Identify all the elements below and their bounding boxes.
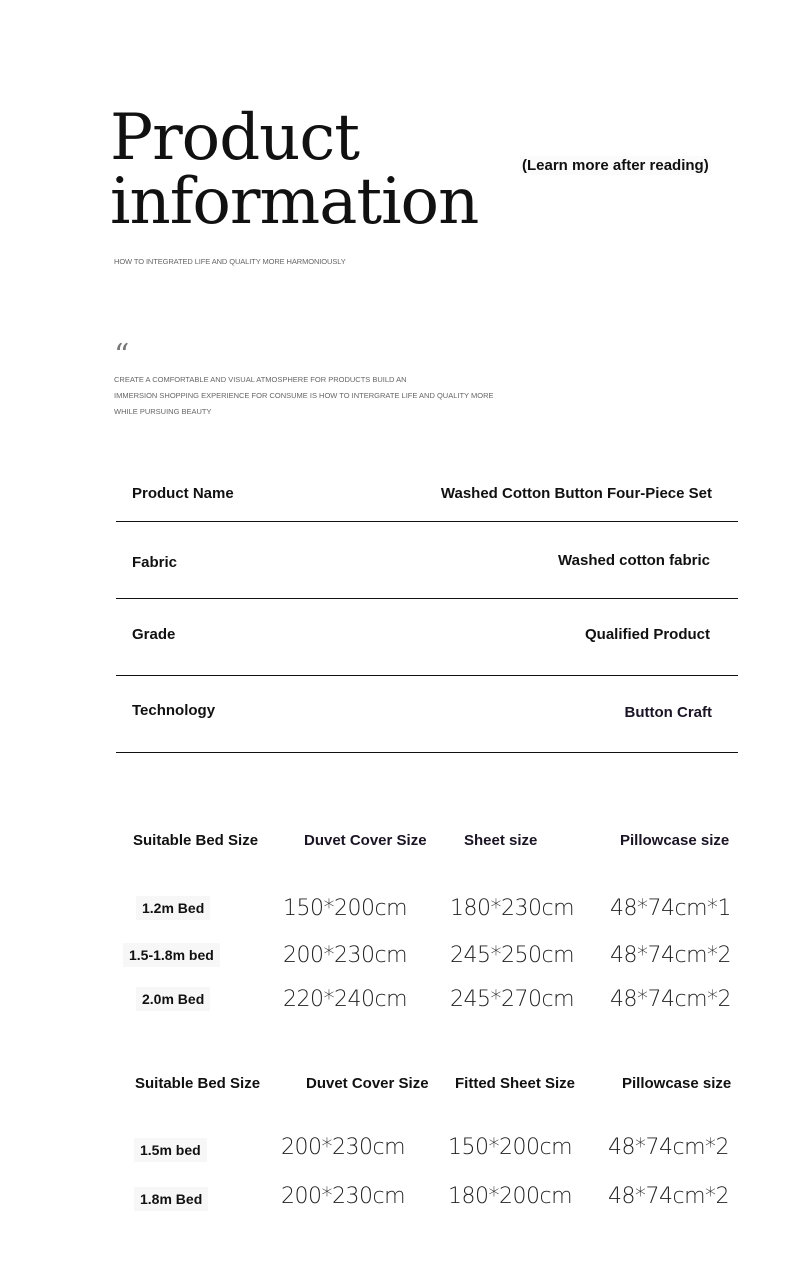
sheet-size-value: 180*230cm [450,896,575,921]
column-header: Duvet Cover Size [304,832,427,849]
description-line: WHILE PURSUING BEAUTY [114,407,212,416]
duvet-size-value: 200*230cm [281,1184,406,1209]
column-header: Suitable Bed Size [135,1075,261,1092]
info-label: Fabric [132,554,178,571]
description-line: CREATE A COMFORTABLE AND VISUAL ATMOSPHERE FOR PRODUCTS BUILD AN [114,375,407,384]
pillowcase-size-value: 48*74cm*2 [608,1184,730,1209]
column-header: Pillowcase size [620,832,730,849]
duvet-size-value: 200*230cm [283,943,408,968]
description [114,372,494,420]
info-value: Qualified Product [584,626,710,643]
info-value: Washed Cotton Button Four-Piece Set [440,485,712,502]
title-line-2: information [110,165,479,239]
info-row-grade [116,599,738,676]
info-label: Technology [132,702,216,719]
info-label: Product Name [132,485,234,502]
title-line-1: Product [110,101,359,175]
tagline: HOW TO INTEGRATED LIFE AND QUALITY MORE HARMONIOUSLY [114,257,346,266]
sheet-size-value: 245*270cm [450,987,575,1012]
duvet-size-value: 150*200cm [283,896,408,921]
pillowcase-size-value: 48*74cm*2 [610,987,732,1012]
duvet-size-value: 200*230cm [281,1135,406,1160]
column-header: Pillowcase size [622,1075,732,1092]
info-row-technology [116,676,738,753]
pillowcase-size-value: 48*74cm*2 [608,1135,730,1160]
duvet-size-value: 220*240cm [283,987,408,1012]
quote-icon: “ [114,338,130,373]
fitted-sheet-size-value: 150*200cm [448,1135,573,1160]
pillowcase-size-value: 48*74cm*1 [610,896,732,921]
column-header: Suitable Bed Size [133,832,259,849]
fitted-sheet-size-value: 180*200cm [448,1184,573,1209]
product-info-table [116,470,738,753]
info-row-fabric [116,522,738,599]
learn-more-note: (Learn more after reading) [522,157,709,174]
column-header: Sheet size [464,832,538,849]
sheet-size-value: 245*250cm [450,943,575,968]
bed-size-label: 1.8m Bed [134,1187,208,1211]
column-header: Duvet Cover Size [306,1075,429,1092]
bed-size-label: 2.0m Bed [136,987,210,1011]
size-table-1 [110,820,750,1020]
info-row-product-name [116,470,738,522]
bed-size-label: 1.5-1.8m bed [123,943,220,967]
page-title [110,101,479,239]
info-label: Grade [132,626,176,643]
info-value: Washed cotton fabric [558,552,710,569]
bed-size-label: 1.5m bed [134,1138,207,1162]
description-line: IMMERSION SHOPPING EXPERIENCE FOR CONSUME IS HOW TO INTERGRATE LIFE AND QUALITY MORE [114,391,494,400]
bed-size-label: 1.2m Bed [136,896,210,920]
column-header: Fitted Sheet Size [455,1075,576,1092]
info-value: Button Craft [624,704,712,721]
pillowcase-size-value: 48*74cm*2 [610,943,732,968]
size-table-2 [110,1065,750,1225]
